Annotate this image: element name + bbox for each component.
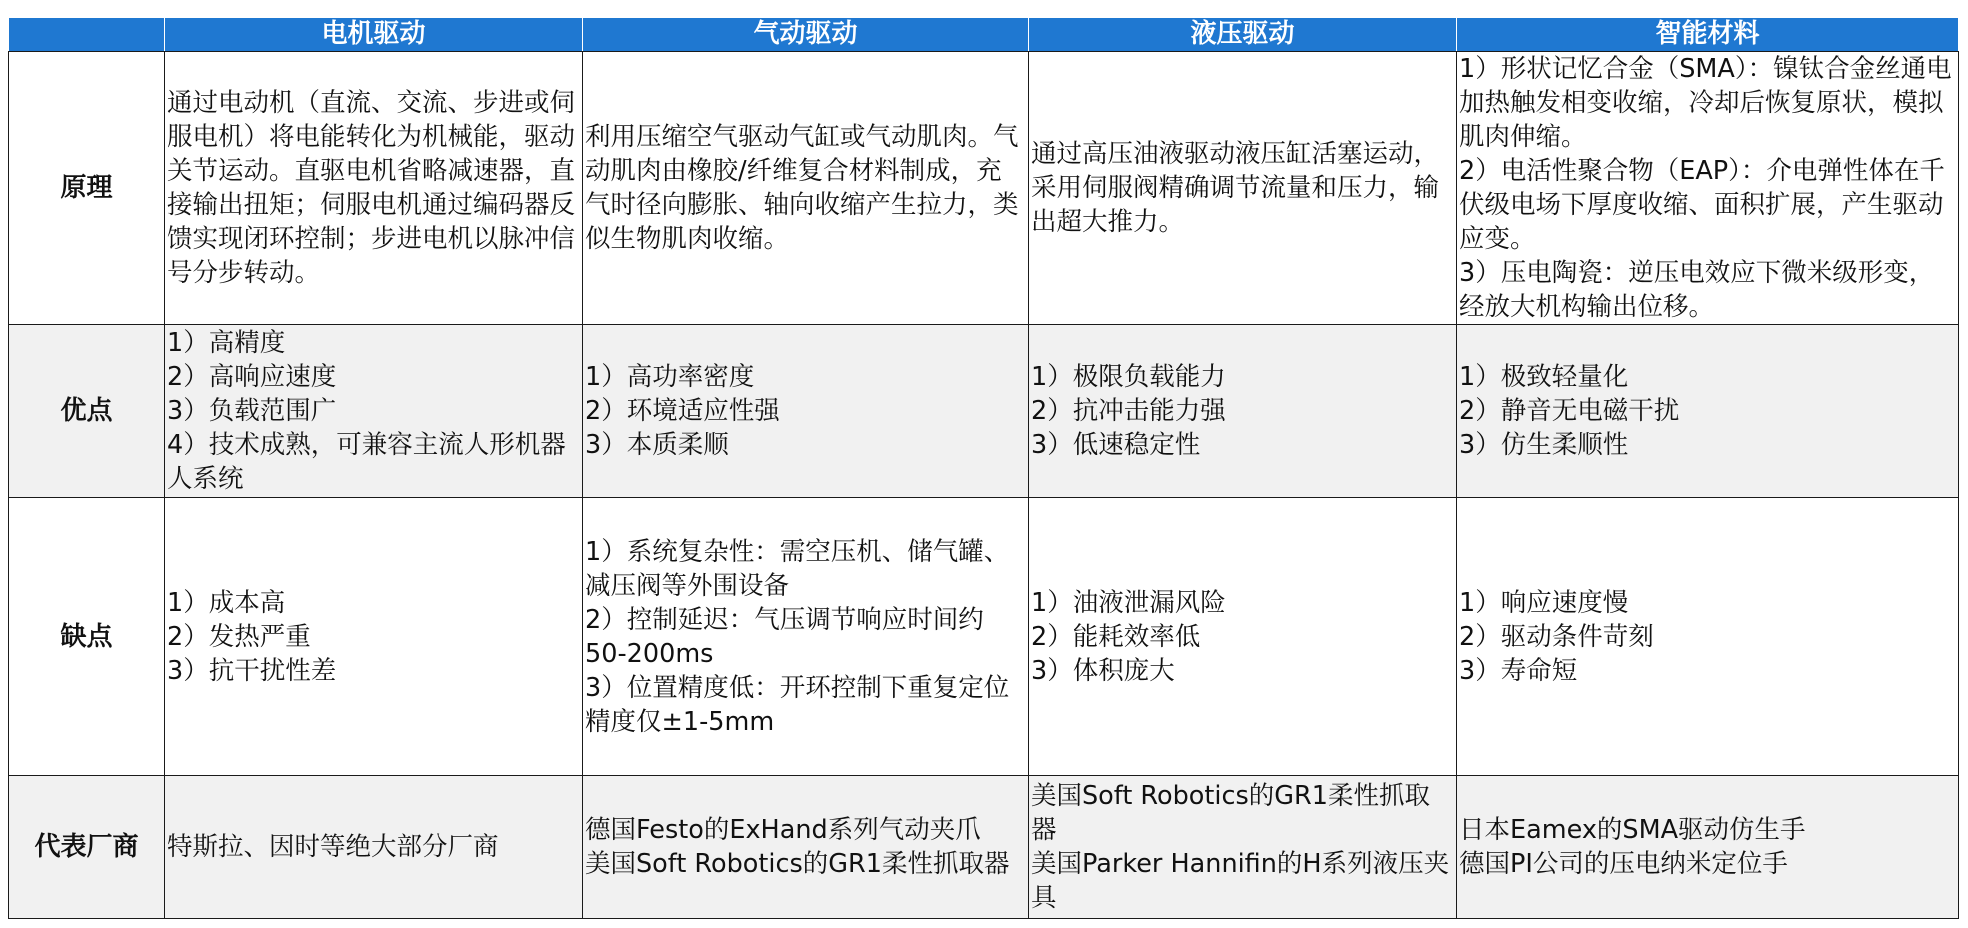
header-pneumatic-drive: 气动驱动 <box>583 18 1029 52</box>
cell-advantages-motor <box>165 325 583 498</box>
cell-principle-hydraulic <box>1029 52 1457 325</box>
cell-line: 2）电活性聚合物（EAP）：介电弹性体在千伏级电场下厚度收缩、面积扩展，产生驱动应变。 <box>1459 156 1945 254</box>
cell-line: 2）高响应速度 <box>167 362 337 392</box>
cell-line: 德国Festo的ExHand系列气动夹爪 <box>585 815 981 845</box>
cell-disadvantages-smart <box>1457 498 1959 776</box>
cell-advantages-hydraulic <box>1029 325 1457 498</box>
cell-line: 2）驱动条件苛刻 <box>1459 621 1654 652</box>
cell-line: 3）寿命短 <box>1459 655 1578 686</box>
cell-vendors-pneumatic <box>583 776 1029 919</box>
row-label-advantages: 优点 <box>9 325 165 498</box>
cell-line: 2）控制延迟：气压调节响应时间约50-200ms <box>585 604 984 669</box>
table-body <box>9 52 1959 919</box>
cell-line: 1）高精度 <box>167 328 286 358</box>
cell-line: 3）体积庞大 <box>1031 655 1175 686</box>
cell-line: 2）发热严重 <box>167 621 311 652</box>
cell-line: 3）低速稳定性 <box>1031 430 1201 460</box>
cell-disadvantages-hydraulic <box>1029 498 1457 776</box>
cell-line: 日本Eamex的SMA驱动仿生手 <box>1459 815 1806 845</box>
header-smart-materials: 智能材料 <box>1457 18 1959 52</box>
row-label-disadvantages: 缺点 <box>9 498 165 776</box>
cell-disadvantages-pneumatic <box>583 498 1029 776</box>
cell-line: 特斯拉、因时等绝大部分厂商 <box>167 832 499 862</box>
cell-disadvantages-motor <box>165 498 583 776</box>
row-label-principle: 原理 <box>9 52 165 325</box>
cell-line: 美国Parker Hannifin的H系列液压夹具 <box>1031 849 1450 913</box>
cell-line: 3）抗干扰性差 <box>167 655 337 686</box>
cell-line: 1）系统复杂性：需空压机、储气罐、减压阀等外围设备 <box>585 536 1010 601</box>
actuator-comparison-table <box>8 18 1959 919</box>
table-row-vendors <box>9 776 1959 919</box>
cell-principle-smart <box>1457 52 1959 325</box>
cell-line: 利用压缩空气驱动气缸或气动肌肉。气动肌肉由橡胶/纤维复合材料制成，充气时径向膨胀、轴向收缩产生拉力，类似生物肌肉收缩。 <box>585 122 1019 254</box>
cell-line: 德国PI公司的压电纳米定位手 <box>1459 849 1788 879</box>
cell-line: 3）位置精度低：开环控制下重复定位精度仅±1-5mm <box>585 672 1010 737</box>
cell-line: 美国Soft Robotics的GR1柔性抓取器 <box>585 849 1010 879</box>
cell-line: 通过电动机（直流、交流、步进或伺服电机）将电能转化为机械能，驱动关节运动。直驱电机省略减速器，直接输出扭矩；伺服电机通过编码器反馈实现闭环控制；步进电机以脉冲信号分步转动。 <box>167 88 576 288</box>
cell-line: 3）本质柔顺 <box>585 430 729 460</box>
cell-line: 2）静音无电磁干扰 <box>1459 396 1680 426</box>
cell-vendors-smart <box>1457 776 1959 919</box>
cell-line: 1）响应速度慢 <box>1459 587 1629 618</box>
cell-line: 1）极限负载能力 <box>1031 362 1226 392</box>
header-hydraulic-drive: 液压驱动 <box>1029 18 1457 52</box>
cell-line: 美国Soft Robotics的GR1柔性抓取器 <box>1031 781 1430 845</box>
cell-line: 3）压电陶瓷：逆压电效应下微米级形变，经放大机构输出位移。 <box>1459 258 1935 322</box>
cell-vendors-hydraulic <box>1029 776 1457 919</box>
table-row-advantages <box>9 325 1959 498</box>
cell-advantages-smart <box>1457 325 1959 498</box>
row-label-vendors: 代表厂商 <box>9 776 165 919</box>
cell-principle-pneumatic <box>583 52 1029 325</box>
cell-vendors-motor <box>165 776 583 919</box>
cell-line: 4）技术成熟，可兼容主流人形机器人系统 <box>167 430 566 494</box>
header-motor-drive: 电机驱动 <box>165 18 583 52</box>
cell-line: 1）成本高 <box>167 587 286 618</box>
cell-line: 3）负载范围广 <box>167 396 337 426</box>
cell-line: 1）形状记忆合金（SMA）：镍钛合金丝通电加热触发相变收缩，冷却后恢复原状，模拟肌肉伸缩。 <box>1459 54 1952 152</box>
header-corner-cell <box>9 18 165 52</box>
table-row-principle <box>9 52 1959 325</box>
cell-line: 1）极致轻量化 <box>1459 362 1629 392</box>
cell-line: 2）环境适应性强 <box>585 396 780 426</box>
cell-line: 1）高功率密度 <box>585 362 755 392</box>
table-row-disadvantages <box>9 498 1959 776</box>
cell-advantages-pneumatic <box>583 325 1029 498</box>
cell-line: 2）能耗效率低 <box>1031 621 1201 652</box>
cell-line: 通过高压油液驱动液压缸活塞运动，采用伺服阀精确调节流量和压力，输出超大推力。 <box>1031 139 1440 237</box>
cell-line: 2）抗冲击能力强 <box>1031 396 1226 426</box>
cell-line: 1）油液泄漏风险 <box>1031 587 1226 618</box>
table-header <box>9 18 1959 52</box>
cell-principle-motor <box>165 52 583 325</box>
cell-line: 3）仿生柔顺性 <box>1459 430 1629 460</box>
header-row <box>9 18 1959 52</box>
